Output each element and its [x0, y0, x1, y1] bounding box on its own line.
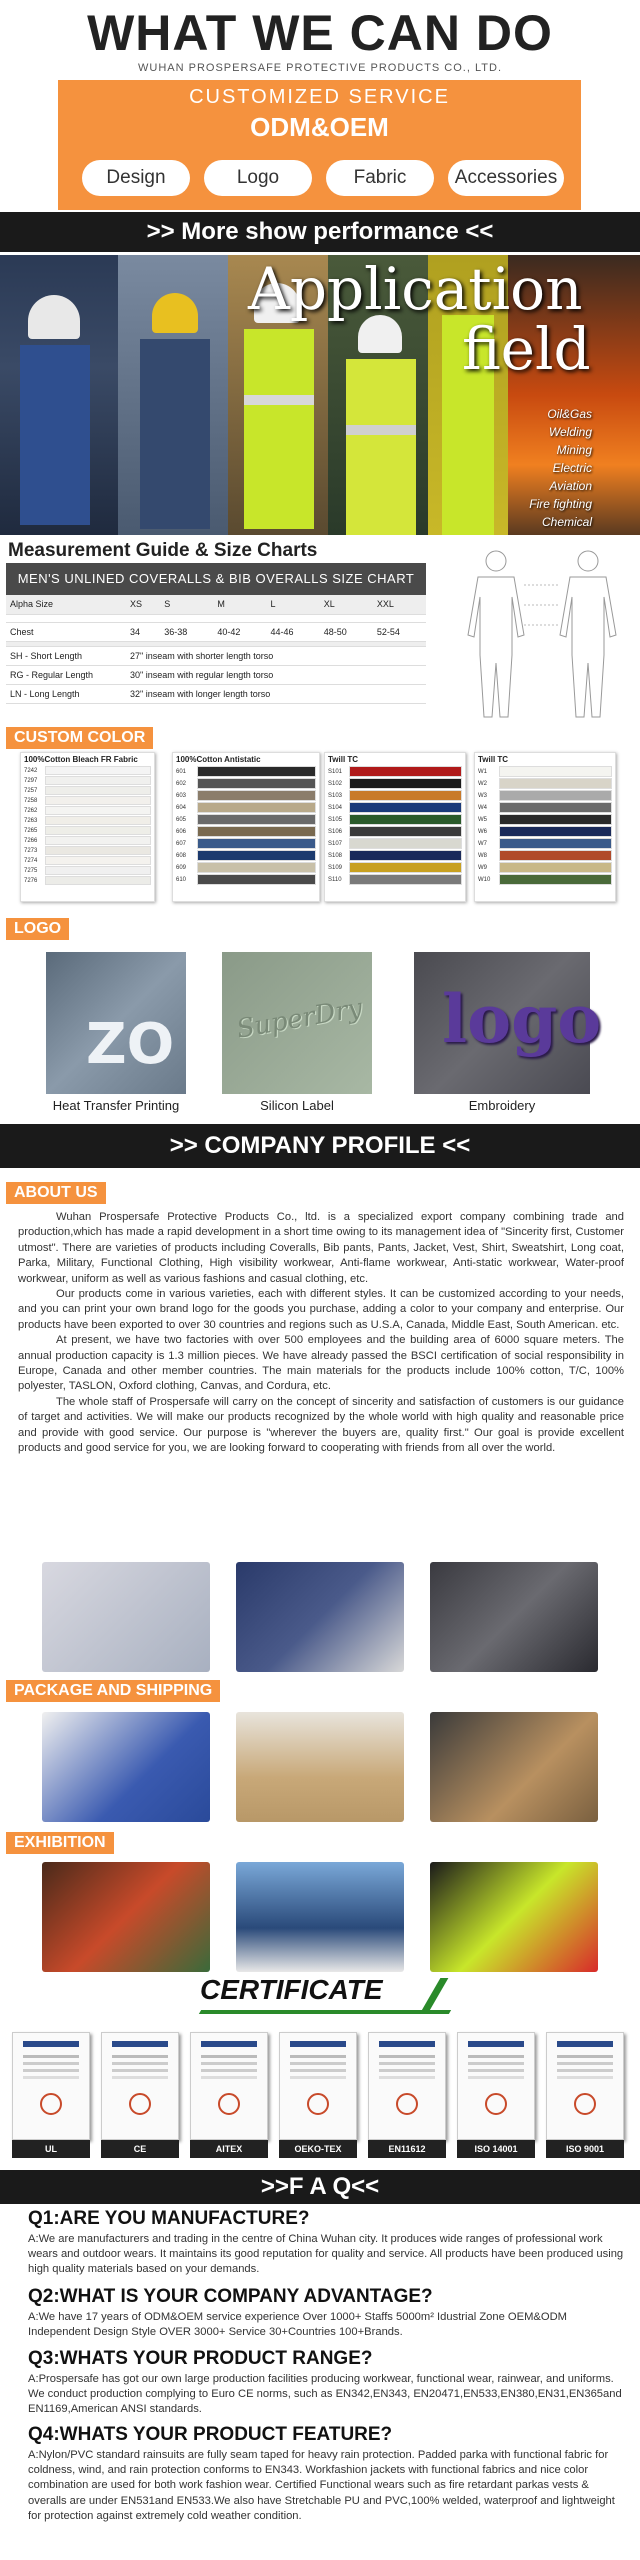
- fabric-title: 100%Cotton Bleach FR Fabric: [24, 755, 138, 764]
- color-swatch: [24, 846, 151, 855]
- swatch-chip: [45, 766, 151, 775]
- app-item: Aviation: [549, 479, 592, 493]
- measurement-title: Measurement Guide & Size Charts: [8, 540, 318, 561]
- swatch-code: 608: [176, 852, 187, 859]
- column-header: Alpha Size: [6, 595, 126, 614]
- swatch-chip: [45, 776, 151, 785]
- more-show-banner: >> More show performance <<: [0, 212, 640, 252]
- swatch-code: S107: [328, 840, 343, 847]
- color-swatch: [328, 826, 462, 837]
- package-photo: [42, 1712, 210, 1822]
- color-swatch: [478, 802, 612, 813]
- about-paragraph: At present, we have two factories with over 500 employees and the building area of 6000 square meters. The annual production capacity is 1.3 million pieces. We have already passed the BSCI certification of social responsibility in Europe, Canada and other member countries. The main materials for the products include 100% cotton, T/C, 100% polyester, TASLON, Oxford clothing, Canvas, and Cordura, etc.: [18, 1334, 624, 1393]
- swatch-code: 7273: [24, 847, 38, 854]
- swatch-code: 7275: [24, 867, 38, 874]
- color-swatch: [176, 850, 316, 861]
- silicon-logo-text: SuperDry: [234, 993, 365, 1045]
- fabric-title: Twill TC: [328, 755, 359, 764]
- color-swatch: [24, 796, 151, 805]
- app-item: Welding: [548, 425, 592, 439]
- faq-question: Q4:WHATS YOUR PRODUCT FEATURE?: [28, 2424, 393, 2445]
- app-item: Chemical: [541, 515, 592, 529]
- worker-photo-2: [118, 255, 228, 535]
- faq-answer: A:We have 17 years of ODM&OEM service experience Over 1000+ Staffs 5000m² Idustrial Zone OEM&ODM Independent Design Style OVER 3000+ Service 30+Countries 100+Brands.: [28, 2311, 567, 2339]
- certificate-label: CE: [101, 2140, 179, 2158]
- swatch-code: 7242: [24, 767, 38, 774]
- factory-photo: [42, 1562, 210, 1672]
- faq-answer: A:Prospersafe has got our own large production facilities producing workwear, functional wear, rainwear, and uniforms. We conduct production complying to Euro CE norms, such as EN342,EN343, EN20471,EN533,EN380,EN31,EN365and EN1169,American ANSI standards.: [28, 2373, 622, 2416]
- swatch-chip: [499, 838, 612, 849]
- certificate-doc: [101, 2032, 179, 2140]
- color-swatch: [24, 856, 151, 865]
- exhibition-photo: [42, 1862, 210, 1972]
- customized-service-panel: [58, 80, 581, 210]
- logo-caption: Heat Transfer Printing: [52, 1098, 180, 1113]
- fabric-title: Twill TC: [478, 755, 509, 764]
- color-swatch: [24, 816, 151, 825]
- swatch-chip: [45, 816, 151, 825]
- swatch-chip: [45, 786, 151, 795]
- swatch-code: 606: [176, 828, 187, 835]
- color-swatch: [176, 826, 316, 837]
- logo-tag: LOGO: [6, 918, 69, 940]
- swatch-code: 7262: [24, 807, 38, 814]
- silicon-label-image: [222, 952, 372, 1094]
- app-item: Fire fighting: [529, 497, 592, 511]
- service-subtitle: ODM&OEM: [250, 112, 389, 142]
- swatch-code: 602: [176, 780, 187, 787]
- swatch-code: 609: [176, 864, 187, 871]
- about-us-tag: ABOUT US: [6, 1182, 106, 1204]
- color-swatch: [24, 786, 151, 795]
- swatch-chip: [197, 838, 316, 849]
- color-swatch: [478, 826, 612, 837]
- swatch-code: 7257: [24, 787, 38, 794]
- color-swatch: [478, 766, 612, 777]
- swatch-code: 7266: [24, 837, 38, 844]
- swatch-code: 7274: [24, 857, 38, 864]
- faq-question: Q3:WHATS YOUR PRODUCT RANGE?: [28, 2348, 373, 2369]
- exhibition-photo: [236, 1862, 404, 1972]
- swatch-code: 7276: [24, 877, 38, 884]
- size-chart: [6, 563, 426, 704]
- color-swatch: [328, 814, 462, 825]
- certificate-doc: [457, 2032, 535, 2140]
- fabric-card: [172, 752, 320, 902]
- certificate-underline: [199, 2010, 451, 2014]
- table-cell: 32" inseam with longer length torso: [126, 684, 426, 703]
- logo-caption: Silicon Label: [260, 1098, 334, 1113]
- certificate-doc: [190, 2032, 268, 2140]
- color-swatch: [24, 806, 151, 815]
- pill-design[interactable]: Design: [82, 160, 190, 196]
- swatch-code: S101: [328, 768, 343, 775]
- color-swatch: [328, 778, 462, 789]
- swatch-code: W9: [478, 864, 487, 871]
- swatch-chip: [197, 778, 316, 789]
- swatch-chip: [349, 826, 462, 837]
- swatch-chip: [197, 790, 316, 801]
- page-title: WHAT WE CAN DO: [87, 5, 553, 61]
- swatch-chip: [349, 766, 462, 777]
- swatch-code: W7: [478, 840, 487, 847]
- swatch-code: 604: [176, 804, 187, 811]
- swatch-chip: [499, 826, 612, 837]
- swatch-code: 603: [176, 792, 187, 799]
- color-swatch: [176, 802, 316, 813]
- column-header: S: [160, 595, 213, 614]
- pill-logo[interactable]: Logo: [204, 160, 312, 196]
- certificate-doc: [12, 2032, 90, 2140]
- swatch-chip: [197, 814, 316, 825]
- swatch-chip: [45, 846, 151, 855]
- color-swatch: [24, 826, 151, 835]
- swatch-code: W6: [478, 828, 487, 835]
- faq-question: Q2:WHAT IS YOUR COMPANY ADVANTAGE?: [28, 2286, 433, 2307]
- swatch-chip: [197, 766, 316, 777]
- application-title: Application: [248, 255, 583, 323]
- embroidery-image: [414, 952, 602, 1094]
- color-swatch: [478, 862, 612, 873]
- fabric-card: [324, 752, 466, 902]
- color-swatch: [328, 766, 462, 777]
- certificate-label: UL: [12, 2140, 90, 2158]
- swatch-code: S108: [328, 852, 343, 859]
- factory-photo: [236, 1562, 404, 1672]
- table-cell: 48-50: [320, 622, 373, 641]
- swatch-chip: [349, 862, 462, 873]
- swatch-code: W2: [478, 780, 487, 787]
- column-header: XL: [320, 595, 373, 614]
- swatch-chip: [197, 874, 316, 885]
- swatch-code: S106: [328, 828, 343, 835]
- swatch-code: W1: [478, 768, 487, 775]
- certificate-label: OEKO-TEX: [279, 2140, 357, 2158]
- table-cell: RG - Regular Length: [6, 665, 126, 684]
- table-cell: 44-46: [267, 622, 320, 641]
- company-name: WUHAN PROSPERSAFE PROTECTIVE PRODUCTS CO., LTD.: [138, 62, 502, 74]
- logo-caption: Embroidery: [468, 1098, 536, 1113]
- swatch-chip: [197, 826, 316, 837]
- body-measurement-diagram: [448, 545, 636, 725]
- color-swatch: [478, 838, 612, 849]
- swatch-chip: [349, 802, 462, 813]
- swatch-chip: [45, 826, 151, 835]
- application-title-field: field: [462, 315, 591, 383]
- swatch-chip: [45, 806, 151, 815]
- swatch-chip: [349, 874, 462, 885]
- color-swatch: [328, 802, 462, 813]
- factory-photo: [430, 1562, 598, 1672]
- swatch-code: 607: [176, 840, 187, 847]
- color-swatch: [24, 836, 151, 845]
- table-cell: Chest: [6, 622, 126, 641]
- faq-banner: >>F A Q<<: [0, 2170, 640, 2204]
- column-header: L: [267, 595, 320, 614]
- column-header: M: [213, 595, 266, 614]
- table-cell: 40-42: [213, 622, 266, 641]
- swatch-chip: [45, 856, 151, 865]
- fabric-card: [20, 752, 155, 902]
- swatch-code: 601: [176, 768, 187, 775]
- column-header: XXL: [373, 595, 426, 614]
- color-swatch: [176, 778, 316, 789]
- swatch-chip: [197, 802, 316, 813]
- color-swatch: [478, 790, 612, 801]
- swatch-code: W10: [478, 876, 491, 883]
- worker-photo-1: [0, 255, 118, 535]
- color-swatch: [328, 862, 462, 873]
- swatch-chip: [499, 790, 612, 801]
- size-table: [6, 595, 426, 704]
- swatch-chip: [499, 850, 612, 861]
- color-swatch: [328, 838, 462, 849]
- size-chart-title: MEN'S UNLINED COVERALLS & BIB OVERALLS SIZE CHART: [6, 563, 426, 595]
- swatch-code: W8: [478, 852, 487, 859]
- swatch-chip: [349, 838, 462, 849]
- swatch-chip: [45, 876, 151, 885]
- faq-answer: A:Nylon/PVC standard rainsuits are fully seam taped for heavy rain protection. Padded parka with functional fabric for coldness, wind, and rain protection conforms to EN343. Workfashion jackets with functional fabrics and nice color combination are used for both work fashion wear. Certified Functional wears such as fire retardant parkas vests & overalls are under EN531and EN533.We also have Stretchable PU and PVC,100% welded, waterproof and lightweight for protection against extremely cold weather condition.: [28, 2449, 615, 2522]
- certificate-title: CERTIFICATE: [200, 1974, 383, 2005]
- swatch-chip: [45, 866, 151, 875]
- swatch-code: S103: [328, 792, 343, 799]
- swatch-code: W5: [478, 816, 487, 823]
- color-swatch: [478, 874, 612, 885]
- heat-transfer-image: ZO: [46, 952, 186, 1094]
- swatch-chip: [197, 862, 316, 873]
- table-cell: 36-38: [160, 622, 213, 641]
- certificate-label: AITEX: [190, 2140, 268, 2158]
- color-swatch: [176, 874, 316, 885]
- column-header: XS: [126, 595, 160, 614]
- color-swatch: [24, 776, 151, 785]
- swatch-code: S110: [328, 876, 342, 883]
- application-field-banner: [0, 255, 640, 535]
- service-title: CUSTOMIZED SERVICE: [189, 86, 450, 108]
- certificate-doc: [368, 2032, 446, 2140]
- about-paragraph: The whole staff of Prospersafe will carry on the concept of sincerity and satisfaction of customers is our guidance of target and activities. We will make our products recognized by the whole world with high quality and reasonable price and provide with good service. Our purpose is "wherever the buyers are, quality first." Our goal is provide excellent products and good service for you, we are looking forward to cooperating with friends from all over the world.: [18, 1395, 624, 1455]
- package-shipping-tag: PACKAGE AND SHIPPING: [6, 1680, 220, 1702]
- swatch-code: S109: [328, 864, 343, 871]
- swatch-code: W3: [478, 792, 487, 799]
- color-swatch: [176, 862, 316, 873]
- package-photo: [430, 1712, 598, 1822]
- swatch-code: S105: [328, 816, 343, 823]
- swatch-chip: [499, 874, 612, 885]
- package-photo: [236, 1712, 404, 1822]
- swatch-code: 7297: [24, 777, 38, 784]
- faq-answer: A:We are manufacturers and trading in the centre of China Wuhan city. It produces wide ranges of professional work wears and outdoor wears. It maintains its good reputation for quality and service. All products have been produced using high quality materials based on your demands.: [28, 2233, 624, 2276]
- swatch-chip: [197, 850, 316, 861]
- color-swatch: [478, 814, 612, 825]
- about-paragraph: Our products come in various varieties, each with different styles. It can be customized according to your needs, and you can print your own brand logo for the goods you purchase, adding a color to your company and enterprise. Our products have been exported to over 30 countries and regions such as U.S.A, Canada, Middle East, South American. etc.: [18, 1288, 624, 1331]
- swatch-code: 7265: [24, 827, 38, 834]
- swatch-chip: [349, 790, 462, 801]
- about-text: [18, 1210, 624, 1457]
- swatch-code: 610: [176, 876, 187, 883]
- app-item: Oil&Gas: [547, 407, 592, 421]
- faq-question: Q1:ARE YOU MANUFACTURE?: [28, 2208, 310, 2229]
- swatch-code: S104: [328, 804, 343, 811]
- color-swatch: [478, 850, 612, 861]
- embroidery-logo-text: logo: [442, 980, 602, 1058]
- certificate-label: ISO 9001: [546, 2140, 624, 2158]
- swatch-code: S102: [328, 780, 343, 787]
- swatch-code: W4: [478, 804, 487, 811]
- swatch-chip: [499, 778, 612, 789]
- table-cell: LN - Long Length: [6, 684, 126, 703]
- swatch-chip: [45, 796, 151, 805]
- swatch-code: 7263: [24, 817, 38, 824]
- color-swatch: [24, 866, 151, 875]
- about-paragraph: Wuhan Prospersafe Protective Products Co., ltd. is a specialized export company combining trade and production,which has made a rapid development in a short time owing to its management idea of "Sincerity first, Customer utmost". There are varieties of products including Coveralls, Bib pants, Pants, Jacket, Vest, Shirt, Sweatshirt, Long coat, Parka, Military, Functional Clothing, High visibility workwear, Anti-flame workwear, Anti-static workwear, Water-proof workwear, uniform as well as various fashions and casual clothing, etc.: [18, 1211, 624, 1285]
- color-swatch: [328, 850, 462, 861]
- swatch-code: 605: [176, 816, 187, 823]
- certificate-slash: [420, 1978, 449, 2014]
- app-item: Electric: [552, 461, 592, 475]
- pill-fabric[interactable]: Fabric: [326, 160, 434, 196]
- certificate-doc: [546, 2032, 624, 2140]
- color-swatch: [176, 814, 316, 825]
- swatch-code: 7258: [24, 797, 38, 804]
- color-swatch: [328, 874, 462, 885]
- table-cell: 30" inseam with regular length torso: [126, 665, 426, 684]
- exhibition-tag: EXHIBITION: [6, 1832, 114, 1854]
- certificate-doc: [279, 2032, 357, 2140]
- table-cell: SH - Short Length: [6, 646, 126, 665]
- color-swatch: [24, 876, 151, 885]
- table-cell: 52-54: [373, 622, 426, 641]
- swatch-chip: [499, 814, 612, 825]
- swatch-chip: [499, 802, 612, 813]
- custom-color-tag: CUSTOM COLOR: [6, 727, 153, 749]
- color-swatch: [328, 790, 462, 801]
- fabric-title: 100%Cotton Antistatic: [176, 755, 261, 764]
- company-profile-banner: >> COMPANY PROFILE <<: [0, 1124, 640, 1168]
- color-swatch: [176, 838, 316, 849]
- exhibition-photo: [430, 1862, 598, 1972]
- color-swatch: [176, 766, 316, 777]
- pill-accessories[interactable]: Accessories: [448, 160, 564, 196]
- table-cell: 34: [126, 622, 160, 641]
- color-swatch: [176, 790, 316, 801]
- certificate-label: ISO 14001: [457, 2140, 535, 2158]
- swatch-chip: [499, 862, 612, 873]
- table-cell: 27" inseam with shorter length torso: [126, 646, 426, 665]
- swatch-chip: [349, 814, 462, 825]
- color-swatch: [478, 778, 612, 789]
- swatch-chip: [349, 850, 462, 861]
- fabric-card: [474, 752, 616, 902]
- certificate-label: EN11612: [368, 2140, 446, 2158]
- swatch-chip: [45, 836, 151, 845]
- color-swatch: [24, 766, 151, 775]
- swatch-chip: [499, 766, 612, 777]
- swatch-chip: [349, 778, 462, 789]
- app-item: Mining: [556, 443, 592, 457]
